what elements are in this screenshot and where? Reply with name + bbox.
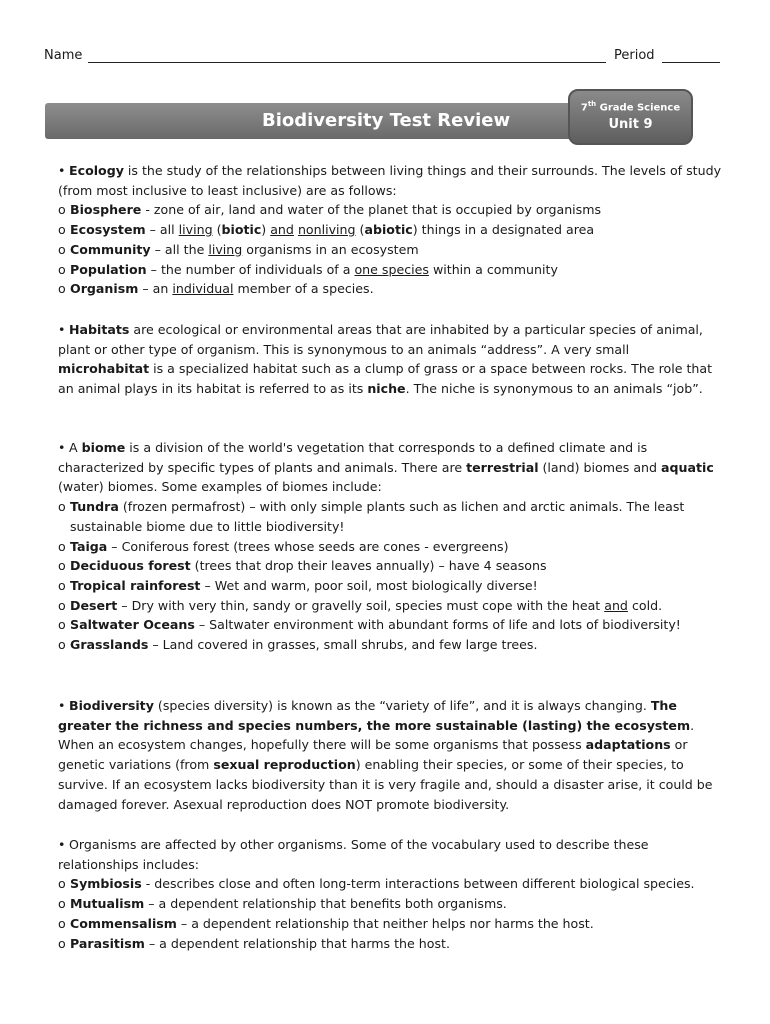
page-title: Biodiversity Test Review <box>262 110 511 131</box>
list-item: o Biosphere - zone of air, land and water of the planet that is occupied by organisms <box>58 202 602 218</box>
biodiversity-paragraph: • Biodiversity (species diversity) is known as the “variety of life”, and it is always changing. The greater the richness and species numbers, the more sustainable (lasting) the ecosystem. When an ecosystem changes, hopefully there will be some organisms that possess adaptations or genetic variations (from sexual reproduction) enabling their species, or some of their species, to survive. If an ecosystem lacks biodiversity than it is very fragile and, should a disaster arise, it could be damaged forever. Asexual reproduction does NOT promote biodiversity. <box>58 698 713 812</box>
list-item: o Grasslands – Land covered in grasses, small shrubs, and few large trees. <box>58 637 538 653</box>
section-habitats <box>58 320 724 399</box>
grade-label: 7th Grade Science <box>580 100 681 114</box>
list-item: o Tropical rainforest – Wet and warm, poor soil, most biologically diverse! <box>58 577 538 593</box>
list-item: o Tundra (frozen permafrost) – with only simple plants such as lichen and arctic animals. The least sustainable biome due to little biodiversity! <box>58 499 685 534</box>
period-label: Period <box>614 48 655 63</box>
ecology-paragraph: • Ecology is the study of the relationships between living things and their surrounds. The levels of study (from most inclusive to least inclusive) are as follows: <box>58 163 722 198</box>
name-label: Name <box>44 48 83 63</box>
section-relationships <box>58 835 724 953</box>
list-item: o Mutualism – a dependent relationship that benefits both organisms. <box>58 896 507 912</box>
list-item: o Population – the number of individuals of a one species within a community <box>58 261 558 277</box>
list-item: o Parasitism – a dependent relationship that harms the host. <box>58 935 450 951</box>
section-biodiversity <box>58 696 724 814</box>
relationships-paragraph: • Organisms are affected by other organisms. Some of the vocabulary used to describe these relationships includes: <box>58 837 649 872</box>
list-item: o Taiga – Coniferous forest (trees whose seeds are cones - evergreens) <box>58 538 509 554</box>
list-item: o Deciduous forest (trees that drop their leaves annually) – have 4 seasons <box>58 558 547 574</box>
list-item: o Saltwater Oceans – Saltwater environment with abundant forms of life and lots of biodiversity! <box>58 617 681 633</box>
name-blank[interactable] <box>88 62 606 63</box>
section-biome <box>58 438 724 655</box>
unit-label: Unit 9 <box>608 117 653 133</box>
list-item: o Desert – Dry with very thin, sandy or gravelly soil, species must cope with the heat and cold. <box>58 597 663 613</box>
list-item: o Community – all the living organisms in an ecosystem <box>58 241 419 257</box>
unit-badge <box>568 89 693 145</box>
list-item: o Organism – an individual member of a species. <box>58 281 374 297</box>
list-item: o Symbiosis - describes close and often long-term interactions between different biological species. <box>58 876 695 892</box>
list-item: o Ecosystem – all living (biotic) and nonliving (abiotic) things in a designated area <box>58 222 595 238</box>
list-item: o Commensalism – a dependent relationship that neither helps nor harms the host. <box>58 915 594 931</box>
period-blank[interactable] <box>662 62 720 63</box>
biome-paragraph: • A biome is a division of the world's vegetation that corresponds to a defined climate and is characterized by specific types of plants and animals. There are terrestrial (land) biomes and aquatic (water) biomes. Some examples of biomes include: <box>58 440 714 495</box>
section-ecology <box>58 161 724 299</box>
habitats-paragraph: • Habitats are ecological or environmental areas that are inhabited by a particular species of animal, plant or other type of organism. This is synonymous to an animals “address”. A very small microhabitat is a specialized habitat such as a clump of grass or a space between rocks. The role that an animal plays in its habitat is referred to as its niche. The niche is synonymous to an animals “job”. <box>58 322 713 397</box>
